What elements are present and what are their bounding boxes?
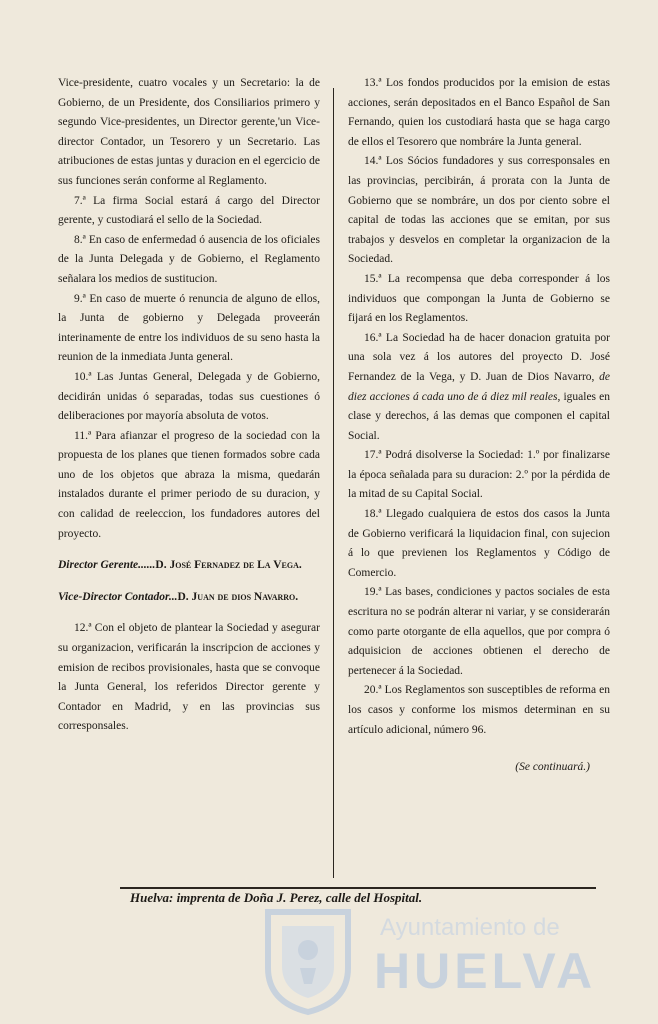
continued-note: (Se continuará.) xyxy=(515,761,590,774)
article-7: 7.ª La firma Social estará á cargo del Director gerente, y custodiará el sello de la Sociedad. xyxy=(58,194,320,227)
coat-of-arms-icon xyxy=(260,906,356,1016)
signature-name: D. José Fernadez de La Vega. xyxy=(155,559,302,572)
signature-role: Director Gerente...... xyxy=(58,559,156,572)
article-20: 20.ª Los Reglamentos son susceptibles de reforma en los casos y conforme los mismos determinan en su artículo adicional, número 96. xyxy=(348,684,610,736)
paragraph-6-continued: Vice-presidente, cuatro vocales y un Secretario: la de Gobierno, de un Presidente, dos Consiliarios primero y segundo Vice-presidentes, un Director gerente,'un Vice-director Contador, un Tesorero y un Secretario. Las atribuciones de estas juntas y duracion en el egercicio de sus funciones serán conforme al Reglamento. xyxy=(58,77,320,187)
article-12: 12.ª Con el objeto de plantear la Sociedad y asegurar su organizacion, verificarán la inscripcion de acciones y emision de recibos provisionales, hasta que se convoque la Junta General, los referidos Director gerente y Contador en Madrid, y en las provincias sus corresponsales. xyxy=(58,622,320,733)
article-16-text: 16.ª La Sociedad ha de hacer donacion gratuita por una sola vez á los autores del proyecto D. José Fernandez de la Vega, y D. Juan de Dios Navarro, xyxy=(348,331,610,383)
article-16 xyxy=(348,329,610,447)
article-17: 17.ª Podrá disolverse la Sociedad: 1.º por finalizarse la época señalada para su duracion: 2.º por la pérdida de la mitad de su Capital Social. xyxy=(348,449,610,501)
article-18: 18.ª Llegado cualquiera de estos dos casos la Junta de Gobierno verificará la liquidacion final, con sujecion á lo que previenen los Reglamentos y Código de Comercio. xyxy=(348,508,610,579)
article-16-italic: de diez acciones á cada uno de á diez mil reales xyxy=(348,370,610,403)
article-14: 14.ª Los Sócios fundadores y sus corresponsales en las provincias, percibirán, á prorata con la Junta de Gobierno que se nombráre, un dos por ciento sobre el capital de todas las acciones que se emitan, por sus trabajos y desvelos en completar la organizacion de la Sociedad. xyxy=(348,155,610,266)
article-8: 8.ª En caso de enfermedad ó ausencia de los oficiales de la Junta Delegada y de Gobierno, el Reglamento señalara los medios de sustitucion. xyxy=(58,233,320,285)
article-13: 13.ª Los fondos producidos por la emision de estas acciones, serán depositados en el Banco Español de San Fernando, quien los custodiará hasta que se haga cargo de ellos el Tesorero que nombráre la Junta general. xyxy=(348,77,610,148)
signature-director xyxy=(58,556,320,576)
right-column xyxy=(348,74,610,778)
article-19: 19.ª Las bases, condiciones y pactos sociales de esta escritura no se podrán alterar ni variar, y se considerarán como parte otorgante de ella aquellos, que por compra ó adquisicion de acciones obtienen el derecho de pertenecer á la Sociedad. xyxy=(348,586,610,677)
article-16-tail: , iguales en clase y derechos, á las demas que componen el capital Social. xyxy=(348,390,610,442)
column-divider xyxy=(333,88,334,878)
left-column xyxy=(58,74,320,737)
article-9: 9.ª En caso de muerte ó renuncia de alguno de ellos, la Junta de gobierno y Delegada proveerán interinamente de entre los individuos de su seno hasta la reunion de la inmediata Junta general. xyxy=(58,292,320,364)
signature-name: D. Juan de dios Navarro. xyxy=(177,590,299,603)
watermark xyxy=(248,880,608,1020)
watermark-title: HUELVA xyxy=(374,943,597,999)
signature-role: Vice-Director Contador... xyxy=(58,590,178,603)
watermark-top: Ayuntamiento de xyxy=(380,914,560,941)
article-11: 11.ª Para afianzar el progreso de la sociedad con la propuesta de los planes que tienen formados sobre cada uno de los objetos que abraza la misma, quedarán instalados durante el primer periodo de su duracion, y con calidad de reeleccion, los fundadores autores del proyecto. xyxy=(58,429,320,540)
printer-imprint: Huelva: imprenta de Doña J. Perez, calle del Hospital. xyxy=(130,890,423,905)
article-15: 15.ª La recompensa que deba corresponder á los individuos que compongan la Junta de Gobierno se fijará en los Reglamentos. xyxy=(348,272,610,325)
article-10: 10.ª Las Juntas General, Delegada y de Gobierno, decidirán unidas ó separadas, todas sus cuestiones ó deliberaciones por mayoría absoluta de votos. xyxy=(58,370,320,423)
signature-vice-director xyxy=(58,588,320,608)
